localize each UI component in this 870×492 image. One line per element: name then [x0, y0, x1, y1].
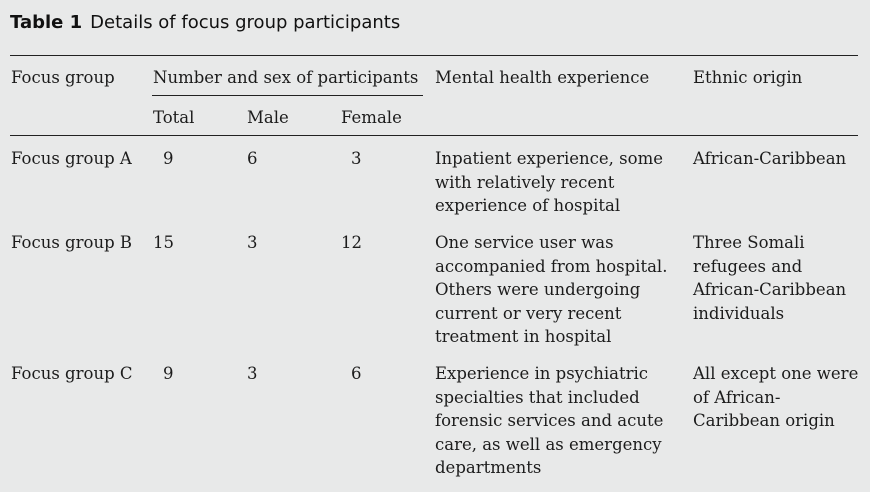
text-line: individuals — [693, 303, 785, 323]
text-line: Three Somali — [693, 233, 805, 252]
row-group-name: Focus group A — [11, 149, 132, 168]
text-line: with relatively recent — [435, 172, 615, 192]
table-title: Details of focus group participants — [90, 12, 401, 33]
text-line: experience of hospital — [435, 196, 621, 215]
row-ethnic-origin — [693, 362, 858, 433]
text-line: forensic services and acute — [435, 411, 664, 430]
table-label: Table 1 — [10, 12, 83, 33]
text-line: Others were undergoing — [435, 280, 641, 299]
text-line: specialties that included — [435, 387, 640, 407]
row-group-name: Focus group B — [11, 233, 133, 252]
header-total: Total — [153, 108, 195, 127]
row-total: 9 — [163, 149, 174, 168]
row-female: 12 — [341, 233, 362, 252]
row-ethnic-origin — [693, 231, 846, 325]
header-focus-group: Focus group — [11, 68, 115, 87]
text-line: Experience in psychiatric — [435, 364, 649, 383]
text-line: accompanied from hospital. — [435, 256, 668, 276]
row-total: 9 — [163, 364, 174, 383]
text-line: Caribbean origin — [693, 411, 835, 430]
text-line: One service user was — [435, 233, 614, 252]
row-female: 3 — [351, 149, 362, 168]
top-rule — [10, 55, 858, 56]
row-male: 3 — [247, 364, 258, 383]
row-total: 15 — [153, 233, 174, 252]
text-line: of African- — [693, 387, 781, 407]
header-female: Female — [341, 108, 402, 127]
row-female: 6 — [351, 364, 362, 383]
row-ethnic-origin — [693, 147, 846, 171]
header-ethnic-origin: Ethnic origin — [693, 68, 803, 87]
text-line: African-Caribbean — [693, 280, 847, 299]
text-line: care, as well as emergency — [435, 434, 662, 454]
text-line: All except one were — [693, 364, 859, 383]
table-caption — [10, 12, 400, 33]
text-line: refugees and — [693, 256, 803, 276]
row-mental-health — [435, 147, 663, 218]
row-mental-health — [435, 231, 667, 349]
participants-underline — [152, 95, 423, 96]
text-line: current or very recent — [435, 303, 622, 323]
text-line: African-Caribbean — [693, 149, 847, 168]
row-mental-health — [435, 362, 663, 480]
row-group-name: Focus group C — [11, 364, 133, 383]
row-male: 6 — [247, 149, 258, 168]
row-male: 3 — [247, 233, 258, 252]
text-line: Inpatient experience, some — [435, 149, 663, 168]
text-line: treatment in hospital — [435, 327, 612, 346]
text-line: departments — [435, 458, 542, 477]
header-mental-health: Mental health experience — [435, 68, 650, 87]
header-male: Male — [247, 108, 289, 127]
header-participants: Number and sex of participants — [153, 68, 419, 87]
header-bottom-rule — [10, 135, 858, 136]
